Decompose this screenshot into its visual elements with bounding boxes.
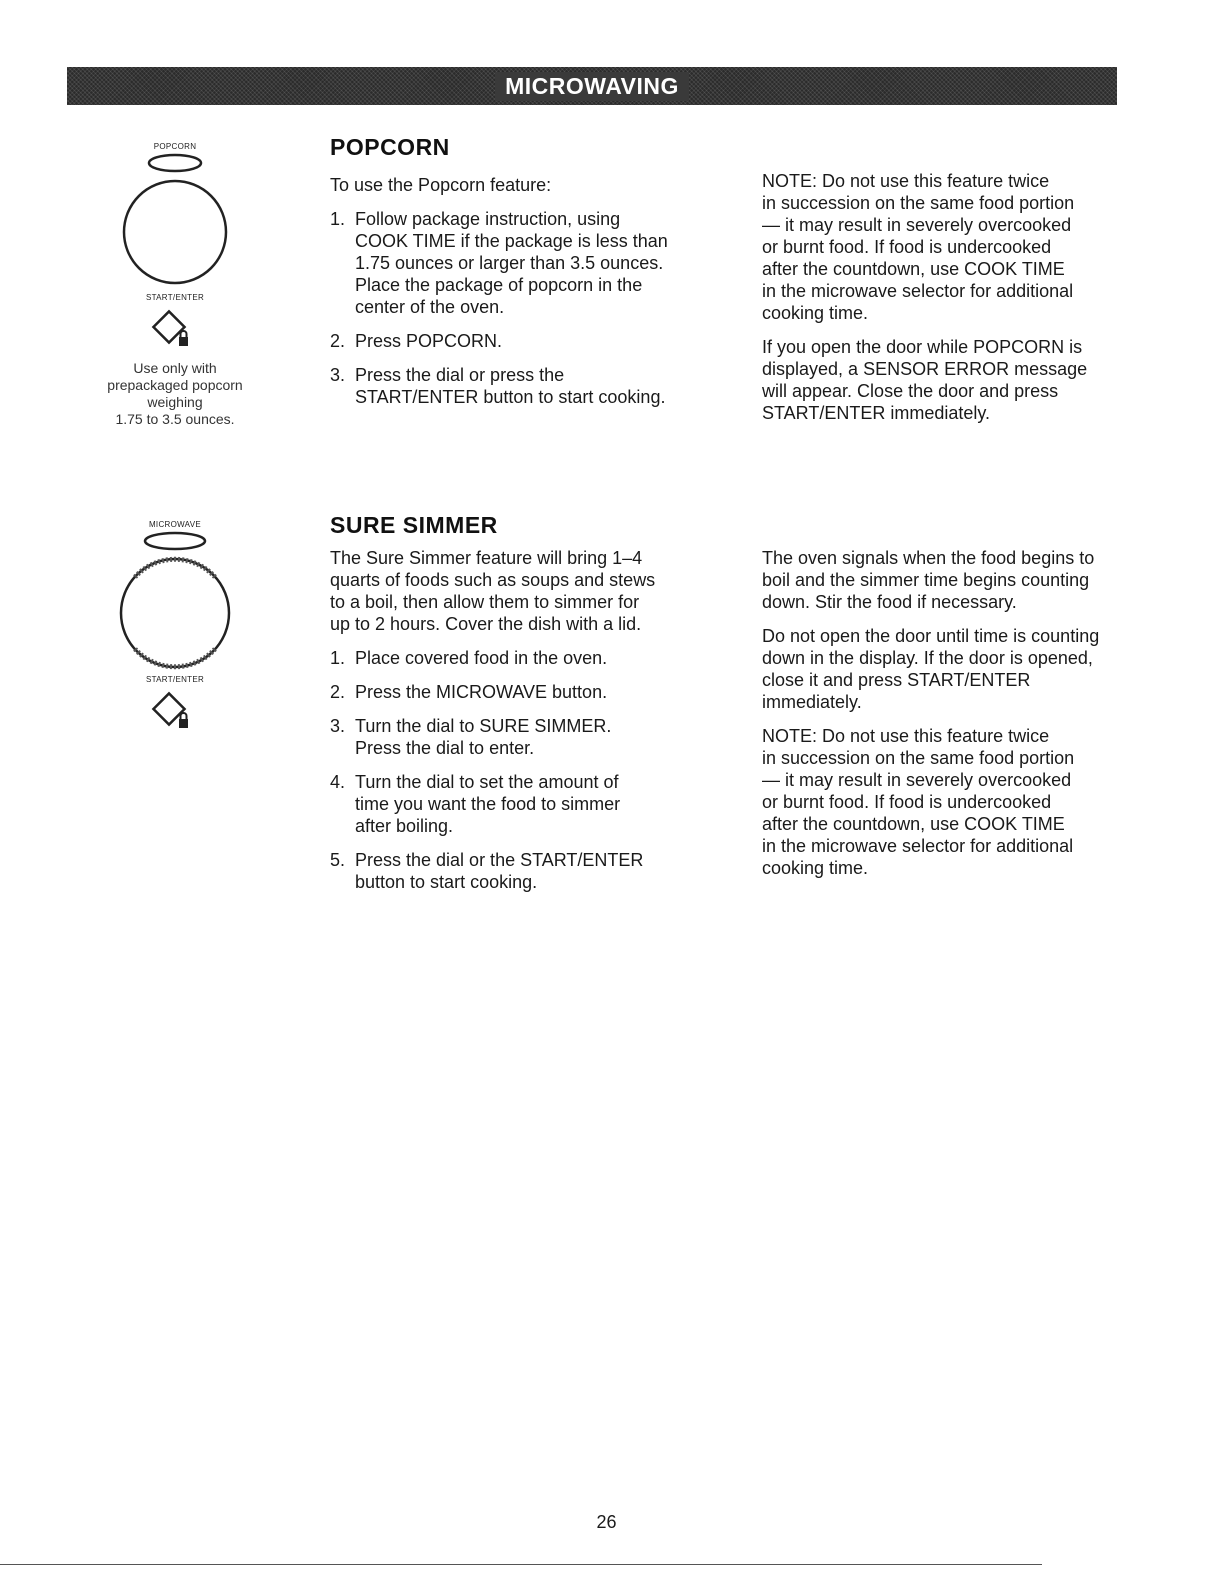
start-enter-key-label: START/ENTER bbox=[145, 293, 205, 302]
start-enter-lock-icon bbox=[150, 690, 200, 734]
popcorn-note-paragraph: NOTE: Do not use this feature twice in succession on the same food portion — it may result in severely overcooked or burnt food. If food is undercooked after the countdown, use COOK TIME in the microwave selector for additional cooking time. bbox=[762, 171, 1075, 323]
sure-simmer-notes bbox=[762, 547, 1172, 891]
popcorn-instructions bbox=[330, 174, 730, 420]
bottom-divider bbox=[0, 1564, 1042, 1565]
popcorn-intro: To use the Popcorn feature: bbox=[330, 175, 552, 195]
microwave-button-icon bbox=[140, 529, 210, 553]
sure-simmer-note-paragraph: NOTE: Do not use this feature twice in succession on the same food portion — it may result in severely overcooked or burnt food. If food is undercooked after the countdown, use COOK TIME in the microwave selector for additional cooking time. bbox=[762, 726, 1075, 878]
popcorn-step: 1. Follow package instruction, using COOK TIME if the package is less than 1.75 ounces or larger than 3.5 ounces. Place the package of popcorn in the center of the oven. bbox=[330, 209, 668, 317]
popcorn-notes bbox=[762, 170, 1162, 436]
dial-icon bbox=[120, 177, 230, 287]
sure-simmer-step: 4. Turn the dial to set the amount of time you want the food to simmer after boiling. bbox=[330, 772, 621, 836]
sure-simmer-door-paragraph: Do not open the door until time is counting down in the display. If the door is opened, close it and press START/ENTER immediately. bbox=[762, 626, 1100, 712]
popcorn-heading: POPCORN bbox=[330, 134, 450, 160]
sure-simmer-intro: The Sure Simmer feature will bring 1–4 quarts of foods such as soups and stews to a boil, then allow them to simmer for up to 2 hours. Cover the dish with a lid. bbox=[330, 548, 656, 634]
sure-simmer-step: 3. Turn the dial to SURE SIMMER. Press the dial to enter. bbox=[330, 716, 612, 758]
start-enter-lock-icon bbox=[150, 308, 200, 352]
popcorn-step: 3. Press the dial or press the START/ENTER button to start cooking. bbox=[330, 365, 666, 407]
popcorn-panel-illustration bbox=[95, 142, 255, 428]
dial-icon bbox=[117, 555, 233, 671]
sure-simmer-heading: SURE SIMMER bbox=[330, 512, 498, 538]
banner-title: MICROWAVING bbox=[495, 72, 689, 101]
popcorn-sensor-error-paragraph: If you open the door while POPCORN is displayed, a SENSOR ERROR message will appear. Close the door and press START/ENTER immediately. bbox=[762, 337, 1088, 423]
sure-simmer-panel-illustration bbox=[95, 520, 255, 734]
sure-simmer-step: 1. Place covered food in the oven. bbox=[330, 648, 608, 668]
section-banner bbox=[67, 67, 1117, 105]
popcorn-key-label: POPCORN bbox=[153, 142, 197, 151]
popcorn-weight-note: Use only with prepackaged popcorn weighing 1.75 to 3.5 ounces. bbox=[107, 360, 243, 427]
popcorn-button-icon bbox=[145, 151, 205, 175]
sure-simmer-signal-paragraph: The oven signals when the food begins to boil and the simmer time begins counting down. Stir the food if necessary. bbox=[762, 548, 1095, 612]
sure-simmer-step: 5. Press the dial or the START/ENTER button to start cooking. bbox=[330, 850, 644, 892]
popcorn-step: 2. Press POPCORN. bbox=[330, 331, 503, 351]
start-enter-key-label: START/ENTER bbox=[145, 675, 205, 684]
microwave-key-label: MICROWAVE bbox=[148, 520, 202, 529]
sure-simmer-step: 2. Press the MICROWAVE button. bbox=[330, 682, 608, 702]
page-number: 26 bbox=[596, 1512, 617, 1532]
sure-simmer-instructions bbox=[330, 547, 740, 905]
